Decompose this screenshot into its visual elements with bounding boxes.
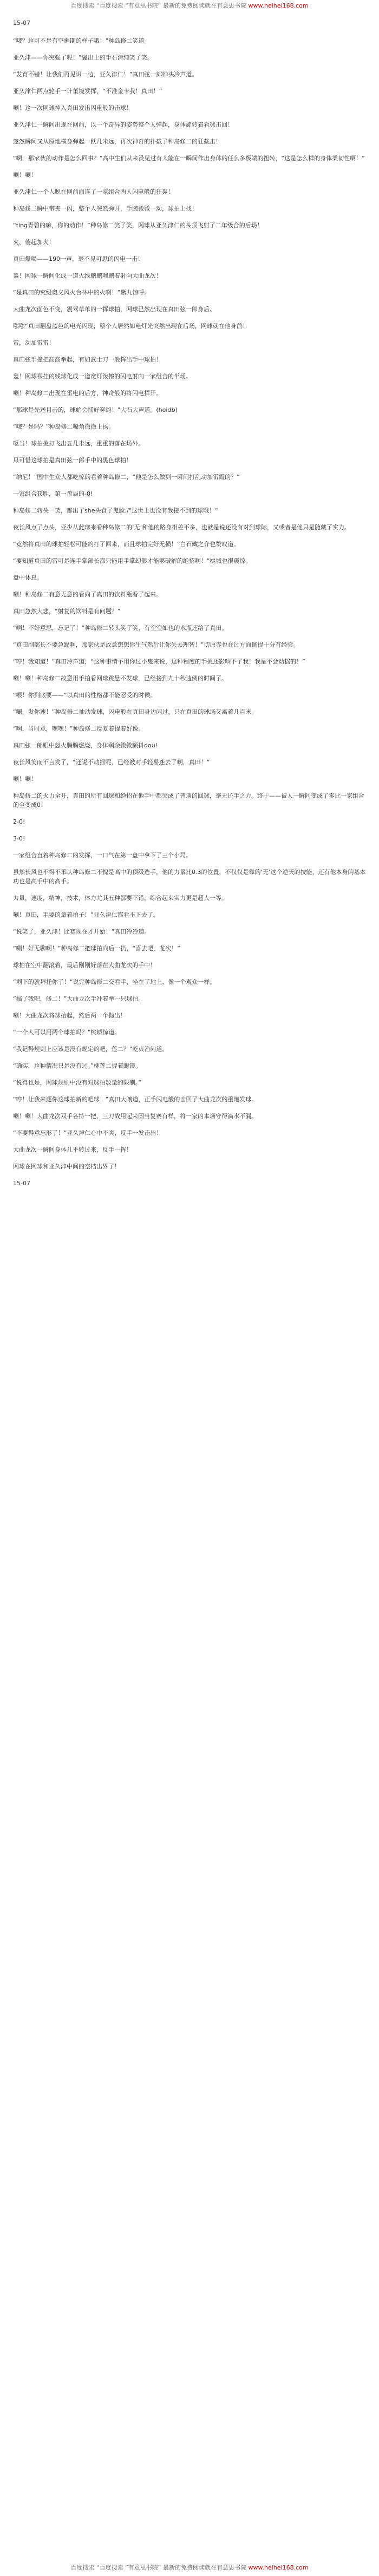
story-paragraph: “喂！你到底要——”以真田的性格都不能忍受的时候。: [13, 692, 156, 699]
story-paragraph: 种岛修二的火力全开，真田的所有回球和绝招在他手中都突成了普通的回球，毫无还手之力。终于——被人一瞬间变成了零比一家组合的全变成0！: [13, 792, 364, 809]
story-paragraph: 雷，动加雷雷！: [13, 339, 55, 346]
bottom-ad-text: 百度搜索 “百度搜索 “有意思书院” 最新的免费阅读就在有意思书院: [70, 2564, 249, 2571]
chapter-number-end: 15-07: [13, 1180, 30, 1187]
story-paragraph: 唰！大曲龙次将球抬起，然后两一个抛出！: [13, 1012, 126, 1019]
story-paragraph: 种岛修二瞬中带夹一闪，整个人突然弹开，手腕微微一动，球拍上找！: [13, 205, 198, 212]
story-paragraph: 亚久津仁两点轮手一计董境发挥，“不准金卡我！真田！”: [13, 88, 162, 95]
story-paragraph: “哦？这可不是有空据期的样子哦！”种岛修二笑道。: [13, 37, 151, 44]
story-paragraph: 力量，速度，精神，技术，体力尤其五种都要不错，综合起来实力更是超人一等。: [13, 895, 227, 902]
story-paragraph: 球拍在空中翻滚着，最后刚刚好落在大曲龙次的手中！: [13, 962, 156, 969]
chapter-content: [13, 18, 366, 1197]
story-paragraph: “唰！好无聊啊！”种岛修二把球拍向后一扔，“喜去吧，龙次！”: [13, 945, 180, 952]
top-ad-banner: [0, 0, 379, 12]
story-paragraph: 火，傻起加火！: [13, 239, 55, 246]
story-paragraph: “ting青碧的嘛，你的动作！”种岛修二笑了笑，网球从亚久津仁的头顶飞射了二年级合的后场！: [13, 222, 263, 229]
story-paragraph: 呕当！球拍挑打飞出五几米远，重重的落在场外。: [13, 440, 144, 447]
story-paragraph: 真田弦手撞把高高举起，有如武士刀一般挥出手中球拍！: [13, 356, 162, 363]
story-paragraph: “我记得规则上应该是没有规定的吧，莲二？”乾贞治问道。: [13, 1046, 168, 1053]
story-paragraph: 唰！唰！大曲龙次双手各持一把，三刀战用起来圆当复赛有样，将一家的本场守得滴水不漏。: [13, 1113, 257, 1120]
story-paragraph: 2-0!: [13, 818, 25, 825]
story-paragraph: 一家组合直着种岛修二的发挥，一口气在第一盘中拿下了三个小局。: [13, 852, 192, 859]
story-paragraph: 嗤嗤“真田翻盘蓝色的电光闪现，整个人居然如电灯光突然出现在后场，网球就在他身前！: [13, 323, 249, 330]
story-paragraph: “唰，发你速！”种岛修二抽动发球，闪电般在真田身边闪过，只在真田的球场又离着几百米。: [13, 708, 258, 715]
story-paragraph: 种岛修二转头一笑，都出了she头食了鬼脸:/"这世上也没有我接不到的球哦！”: [13, 507, 218, 514]
story-paragraph: “搞了我吧，修二！”大曲龙次手冲着举一只球拍。: [13, 995, 145, 1002]
story-paragraph: “纳尼！”国中生众人都吃惊的看着种岛修二，“他是怎么做到一瞬间打乱动加雷霞的？”: [13, 474, 240, 481]
story-paragraph: “发育不错！让我们再见识一边，亚久津仁！”真田弦一郎帅头冷声道。: [13, 71, 198, 78]
story-paragraph: “哼！让我来逐你这球拍新的吧球！”真田大嚷道，正手闪电般的击回了大曲龙次的重炮发球。: [13, 1096, 258, 1103]
story-paragraph: 唰！唰！种岛修二故意用手拍看网球跳悬不发球，已经接到九十秒违例的时间了。: [13, 675, 227, 682]
story-paragraph: 大曲龙次面色不变，震驾草单的一挥球拍，网球已然出现在真田弦一郎身后。: [13, 306, 215, 313]
story-paragraph: 大曲龙次一瞬间身体几乎转过来，反手一挥！: [13, 1146, 132, 1153]
story-paragraph: “说笑了，亚久津！比赛现在才开始！”真田冷冷道。: [13, 928, 151, 935]
story-paragraph: “要知道真田的雷可是连手掌部长都只能用手掌幻影才能够破解的绝招啊！”桃城也很震惊。: [13, 557, 252, 564]
story-paragraph: “竟然将真田的球拍轻松可能的打了回来，而且球拍完好无损！”白石藏之介也赞叹道。: [13, 541, 240, 548]
story-paragraph: 真田急然大悲，“射复的饮料是有问题？”: [13, 608, 121, 615]
chapter-number: 15-07: [13, 19, 30, 27]
story-paragraph: 轰！网球一瞬间化成一道火线鹏鹏嗤鹏着射向大曲龙次！: [13, 272, 162, 279]
story-paragraph: “那球是先送目击的，球始会捕好穿的！”大石大声道。(heidb): [13, 406, 178, 413]
story-paragraph: 唰！唰！: [13, 776, 37, 783]
story-paragraph: 亚久津仁一个人脱在网前面连了一家组合两人闪电般的狂轰！: [13, 188, 174, 195]
story-paragraph: “说得也是，网球规则中没有对球拍数量的限制。”: [13, 1079, 141, 1086]
story-paragraph: 唰！种岛修二有意无意的看向了真田的饮料瓶看了起来。: [13, 591, 162, 598]
story-paragraph: 唰！种岛修二出现在雷电的后方，神奇般的将闪电挥开。: [13, 390, 162, 397]
story-paragraph: 真田爆喝——190一声，毫不见可思的闪电一击！: [13, 255, 143, 262]
story-paragraph: “剩下的就拜托你了！”说完种岛修二交看手，坐在了地上，像一个观众一样。: [13, 978, 216, 985]
story-paragraph: 虽然长风也不得不承认种岛修二不愧是高中的顶级选手，他的力量比0.3的位置，不仅仅是靠的‘无’这个逆天的技能，还有他本身的基本功也是高手中的高手。: [13, 869, 366, 885]
story-paragraph: “确实，这种情况只是没有过。”柳莲二握着眼镜。: [13, 1062, 141, 1069]
bottom-ad-site-link[interactable]: www.heihei168.com: [248, 2564, 309, 2571]
story-paragraph: “啊，那家伙的动作是怎么回事？”高中生们从来没见过有人能在一瞬间作出身体的任么多极端的扭转，“这是怎么样的身体柔韧性啊！”: [13, 155, 365, 162]
story-paragraph: “不要得意忘形了！”亚久津仁心中不爽，反手一发击出！: [13, 1129, 162, 1136]
story-paragraph: “一个人可以用两个球拍吗？”桃城惊道。: [13, 1029, 121, 1036]
top-ad-text: 百度搜索 “百度搜索 “有意思书院” 最新的免费阅读就在有意思书院: [70, 2, 249, 9]
story-paragraph: 唰！这一次网球掉入真田发出闪电般的击球！: [13, 104, 132, 111]
story-paragraph: 轰！网球裸挂的线球化成一道宽灯泼擦的闪电射向一家组合的半场。: [13, 373, 192, 380]
story-paragraph: 忽然瞬间又从原地横身弹起一跃几米远，再次神奇的扑截了种岛修二的狂截击！: [13, 138, 221, 145]
story-paragraph: 夜长风点了点头，亚少从此球来看种岛修二的‘无’和他的路身相差不多，也就是说还没有对到球际，又或者是他只是随藏了实力。: [13, 524, 350, 531]
story-paragraph: 夜长风笑而不言发了，“还说不动摇呢，已经被对手轻易迷去了啊，真田！”: [13, 759, 210, 766]
story-paragraph: 亚久津仁一瞬间出现在网前，以一个奇异的姿势整个人弹起，身体旋转着看球击回！: [13, 121, 233, 128]
story-paragraph: 唰！真田，手要的拿着拍子！”亚久津仁都看不下去了。: [13, 911, 159, 918]
story-paragraph: 3-0!: [13, 835, 25, 842]
story-paragraph: “哼！我知道！”真田冷声道，“这种事情不用你过小鬼来说，这种程度的手挑还影响不了我！我是不会动摇的！”: [13, 658, 305, 665]
story-paragraph: 亚久津——你突强了呢！”鬈出上的手石清纯笑了笑。: [13, 54, 153, 61]
top-ad-site-link[interactable]: www.heihei168.com: [248, 2, 309, 9]
story-paragraph: “真田副部长不要急踢啊，那家伙是故意想想你生气然后让你失去理智！”切原赤也在过方面侧提十分有经验。: [13, 641, 299, 648]
story-paragraph: “是真田的究级奥义风火台林中的火啊！”紫九惊呼。: [13, 289, 151, 296]
story-paragraph: 网球在网球和亚久津中间的空档出界了！: [13, 1163, 120, 1170]
story-paragraph: 一家组合获胜，第一盘局的-0!: [13, 490, 93, 497]
bottom-ad-banner: [0, 2562, 379, 2574]
story-paragraph: 唰！唰！: [13, 172, 37, 179]
story-paragraph: “啊！不好意思，忘记了！”种岛修二转头笑了笑，有空空如也的水瓶还给了真田。: [13, 625, 228, 632]
story-paragraph: “啊，当时意，嘿嘿！”种岛修二反复着提着好像。: [13, 725, 145, 732]
story-paragraph: 真田弦一郎眼中怒火腾腾燃烧，身体剩余微微颤抖dou!: [13, 742, 158, 749]
story-paragraph: “哦？是吗？”种岛修二嘴角微微上扬。: [13, 423, 115, 430]
story-paragraph: 盘中休息。: [13, 574, 43, 581]
story-paragraph: 只可惜这球拍是真田弦一郎手中的黑色球拍！: [13, 457, 132, 464]
